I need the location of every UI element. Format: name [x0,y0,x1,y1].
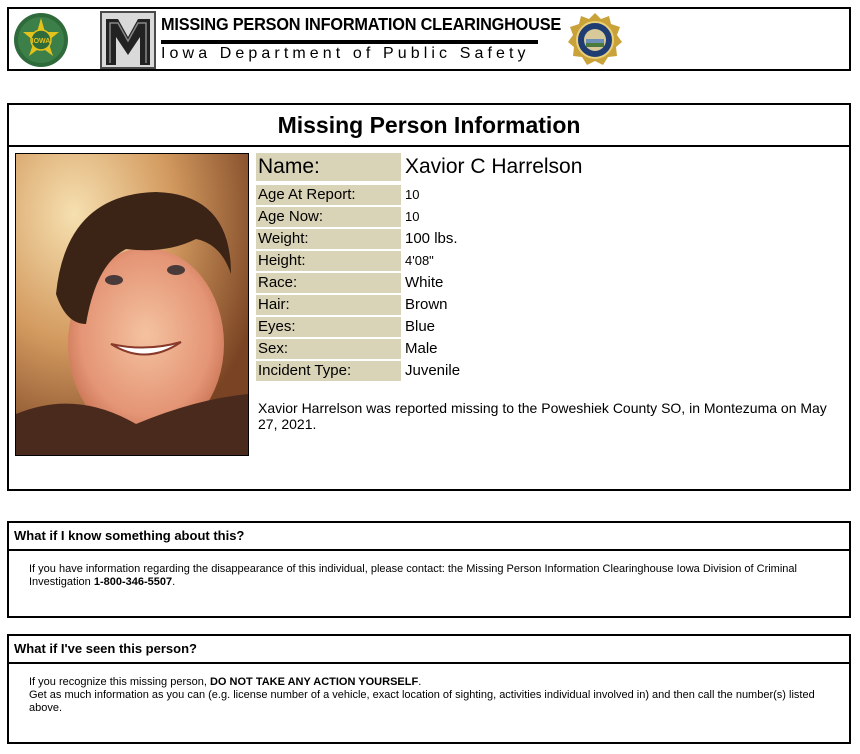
header-title: MISSING PERSON INFORMATION CLEARINGHOUSE [161,14,562,34]
site-header [7,7,851,71]
field-label: Eyes: [256,317,401,337]
info-row-hair [256,295,582,315]
field-value: 100 lbs. [405,230,458,247]
section-title: Missing Person Information [9,105,849,147]
know-something-panel [7,521,851,618]
info-table [256,153,582,383]
phone-number: 1-800-346-5507 [93,576,173,588]
missing-person-panel [7,103,851,491]
field-value: 4'08" [405,253,434,268]
field-label: Sex: [256,339,401,359]
seen-body [9,664,849,715]
seen-line-1 [29,676,831,689]
field-label: Age Now: [256,207,401,227]
seen-line-2: Get as much information as you can (e.g. license number of a vehicle, exact location of sighting, activities individual involved in) and then call the number(s) listed above. [29,689,815,714]
info-row-race [256,273,582,293]
field-value: 10 [405,187,420,202]
header-rule [161,40,538,44]
field-label: Race: [256,273,401,293]
field-label: Height: [256,251,401,271]
field-label: Hair: [256,295,401,315]
field-value: Brown [405,296,448,313]
m-logo [100,11,156,69]
iowa-dps-seal [566,12,624,68]
info-row-name [256,153,582,181]
info-row-eyes [256,317,582,337]
know-text: If you have information regarding the disappearance of this individual, please contact: the Missing Person Information Clearinghouse Iowa Division of Criminal Investigation [29,563,797,588]
left-logo-text: IOWA [31,38,51,45]
person-photo [15,153,249,456]
know-heading: What if I know something about this? [9,523,849,551]
field-value: Juvenile [405,362,461,379]
info-row-age-at-report [256,185,582,205]
know-body [9,551,849,589]
seen-text: If you recognize this missing person, [29,676,210,688]
seen-person-panel [7,634,851,744]
info-row-sex [256,339,582,359]
know-text-end: . [172,576,176,588]
iowa-dci-logo [13,12,69,68]
name-value: Xavior C Harrelson [405,155,583,178]
info-row-weight [256,229,582,249]
seen-warning: DO NOT TAKE ANY ACTION YOURSELF [209,676,419,688]
name-label: Name: [256,153,401,181]
field-label: Incident Type: [256,361,401,381]
info-row-incident-type [256,361,582,381]
header-subtitle: Iowa Department of Public Safety [161,45,530,62]
seen-text-end: . [418,676,422,688]
field-label: Weight: [256,229,401,249]
seen-heading: What if I've seen this person? [9,636,849,664]
field-value: Blue [405,318,436,335]
info-row-age-now [256,207,582,227]
field-value: Male [405,340,438,357]
info-row-height [256,251,582,271]
field-label: Age At Report: [256,185,401,205]
field-value: 10 [405,209,420,224]
incident-description: Xavior Harrelson was reported missing to the Poweshiek County SO, in Montezuma on May 27, 2021. [258,400,827,432]
field-value: White [405,274,444,291]
